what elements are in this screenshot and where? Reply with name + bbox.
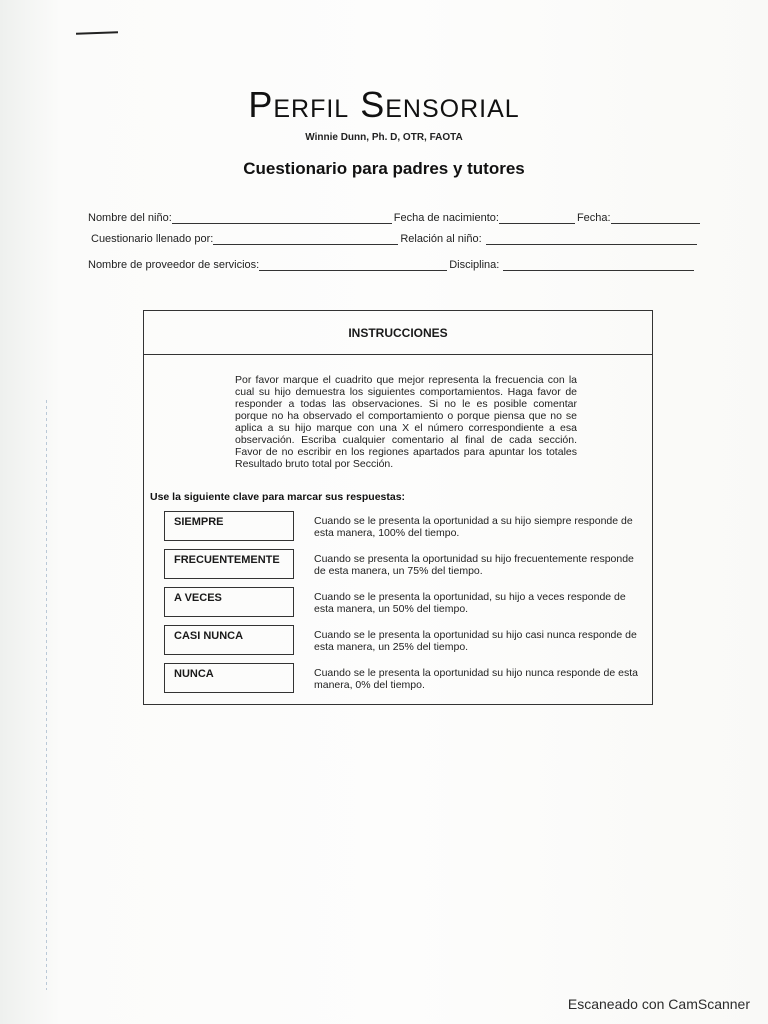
date-label: Fecha: bbox=[576, 212, 611, 224]
filled-by-label: Cuestionario llenado por: bbox=[91, 233, 214, 245]
key-desc-always: Cuando se le presenta la oportunidad a su hijo siempre responde de esta manera, 100% del tiempo. bbox=[314, 515, 633, 539]
relation-label: Relación al niño: bbox=[400, 233, 482, 245]
key-label-sometimes: A VECES bbox=[164, 587, 294, 617]
key-row-always bbox=[164, 511, 644, 543]
child-name-label: Nombre del niño: bbox=[88, 212, 172, 224]
scan-edge-line bbox=[46, 400, 47, 990]
birth-date-line[interactable] bbox=[499, 212, 575, 224]
key-label-always: SIEMPRE bbox=[164, 511, 294, 541]
key-row-rarely bbox=[164, 625, 644, 657]
key-row-never bbox=[164, 663, 644, 695]
key-label-rarely: CASI NUNCA bbox=[164, 625, 294, 655]
instructions-text: Por favor marque el cuadrito que mejor representa la frecuencia con la cual su hijo demuestra los siguientes comportamientos. Haga favor de responder a todas las observaciones. Si no le es posible comentar porque no ha observado el comportamiento o porque piensa que no se aplica a su hijo marque con una X el número correspondiente a esa observación. Escriba cualquier comentario al final de cada sección. Favor de no escribir en los regiones apartados para apuntar los totales Resultado bruto total por Sección. bbox=[235, 374, 577, 470]
key-title: Use la siguiente clave para marcar sus respuestas: bbox=[150, 491, 406, 503]
document-title: Perfil Sensorial bbox=[248, 84, 520, 125]
document-author: Winnie Dunn, Ph. D, OTR, FAOTA bbox=[305, 132, 463, 143]
field-row-provider bbox=[88, 255, 696, 271]
field-row-child bbox=[88, 208, 702, 224]
key-label-frequently: FRECUENTEMENTE bbox=[164, 549, 294, 579]
key-desc-never: Cuando se le presenta la oportunidad su hijo nunca responde de esta manera, 0% del tiempo. bbox=[314, 667, 638, 691]
key-row-sometimes bbox=[164, 587, 644, 619]
birth-date-label: Fecha de nacimiento: bbox=[393, 212, 499, 224]
pen-mark bbox=[76, 31, 118, 34]
relation-line[interactable] bbox=[486, 233, 697, 245]
date-line[interactable] bbox=[611, 212, 700, 224]
document-subtitle: Cuestionario para padres y tutores bbox=[243, 159, 525, 178]
key-desc-frequently: Cuando se presenta la oportunidad su hijo frecuentemente responde de esta manera, un 75% del tiempo. bbox=[314, 553, 634, 577]
field-row-filler bbox=[91, 229, 699, 245]
child-name-line[interactable] bbox=[172, 212, 392, 224]
provider-line[interactable] bbox=[259, 259, 447, 271]
discipline-label: Disciplina: bbox=[449, 259, 500, 271]
scanner-watermark: Escaneado con CamScanner bbox=[567, 996, 750, 1012]
key-row-frequently bbox=[164, 549, 644, 581]
instructions-heading: INSTRUCCIONES bbox=[144, 311, 652, 355]
key-desc-rarely: Cuando se le presenta la oportunidad su hijo casi nunca responde de esta manera, un 25% del tiempo. bbox=[314, 629, 637, 653]
provider-label: Nombre de proveedor de servicios: bbox=[88, 259, 260, 271]
discipline-line[interactable] bbox=[503, 259, 694, 271]
key-label-never: NUNCA bbox=[164, 663, 294, 693]
filled-by-line[interactable] bbox=[213, 233, 398, 245]
key-desc-sometimes: Cuando se le presenta la oportunidad, su hijo a veces responde de esta manera, un 50% del tiempo. bbox=[314, 591, 626, 615]
instructions-box bbox=[143, 310, 653, 705]
